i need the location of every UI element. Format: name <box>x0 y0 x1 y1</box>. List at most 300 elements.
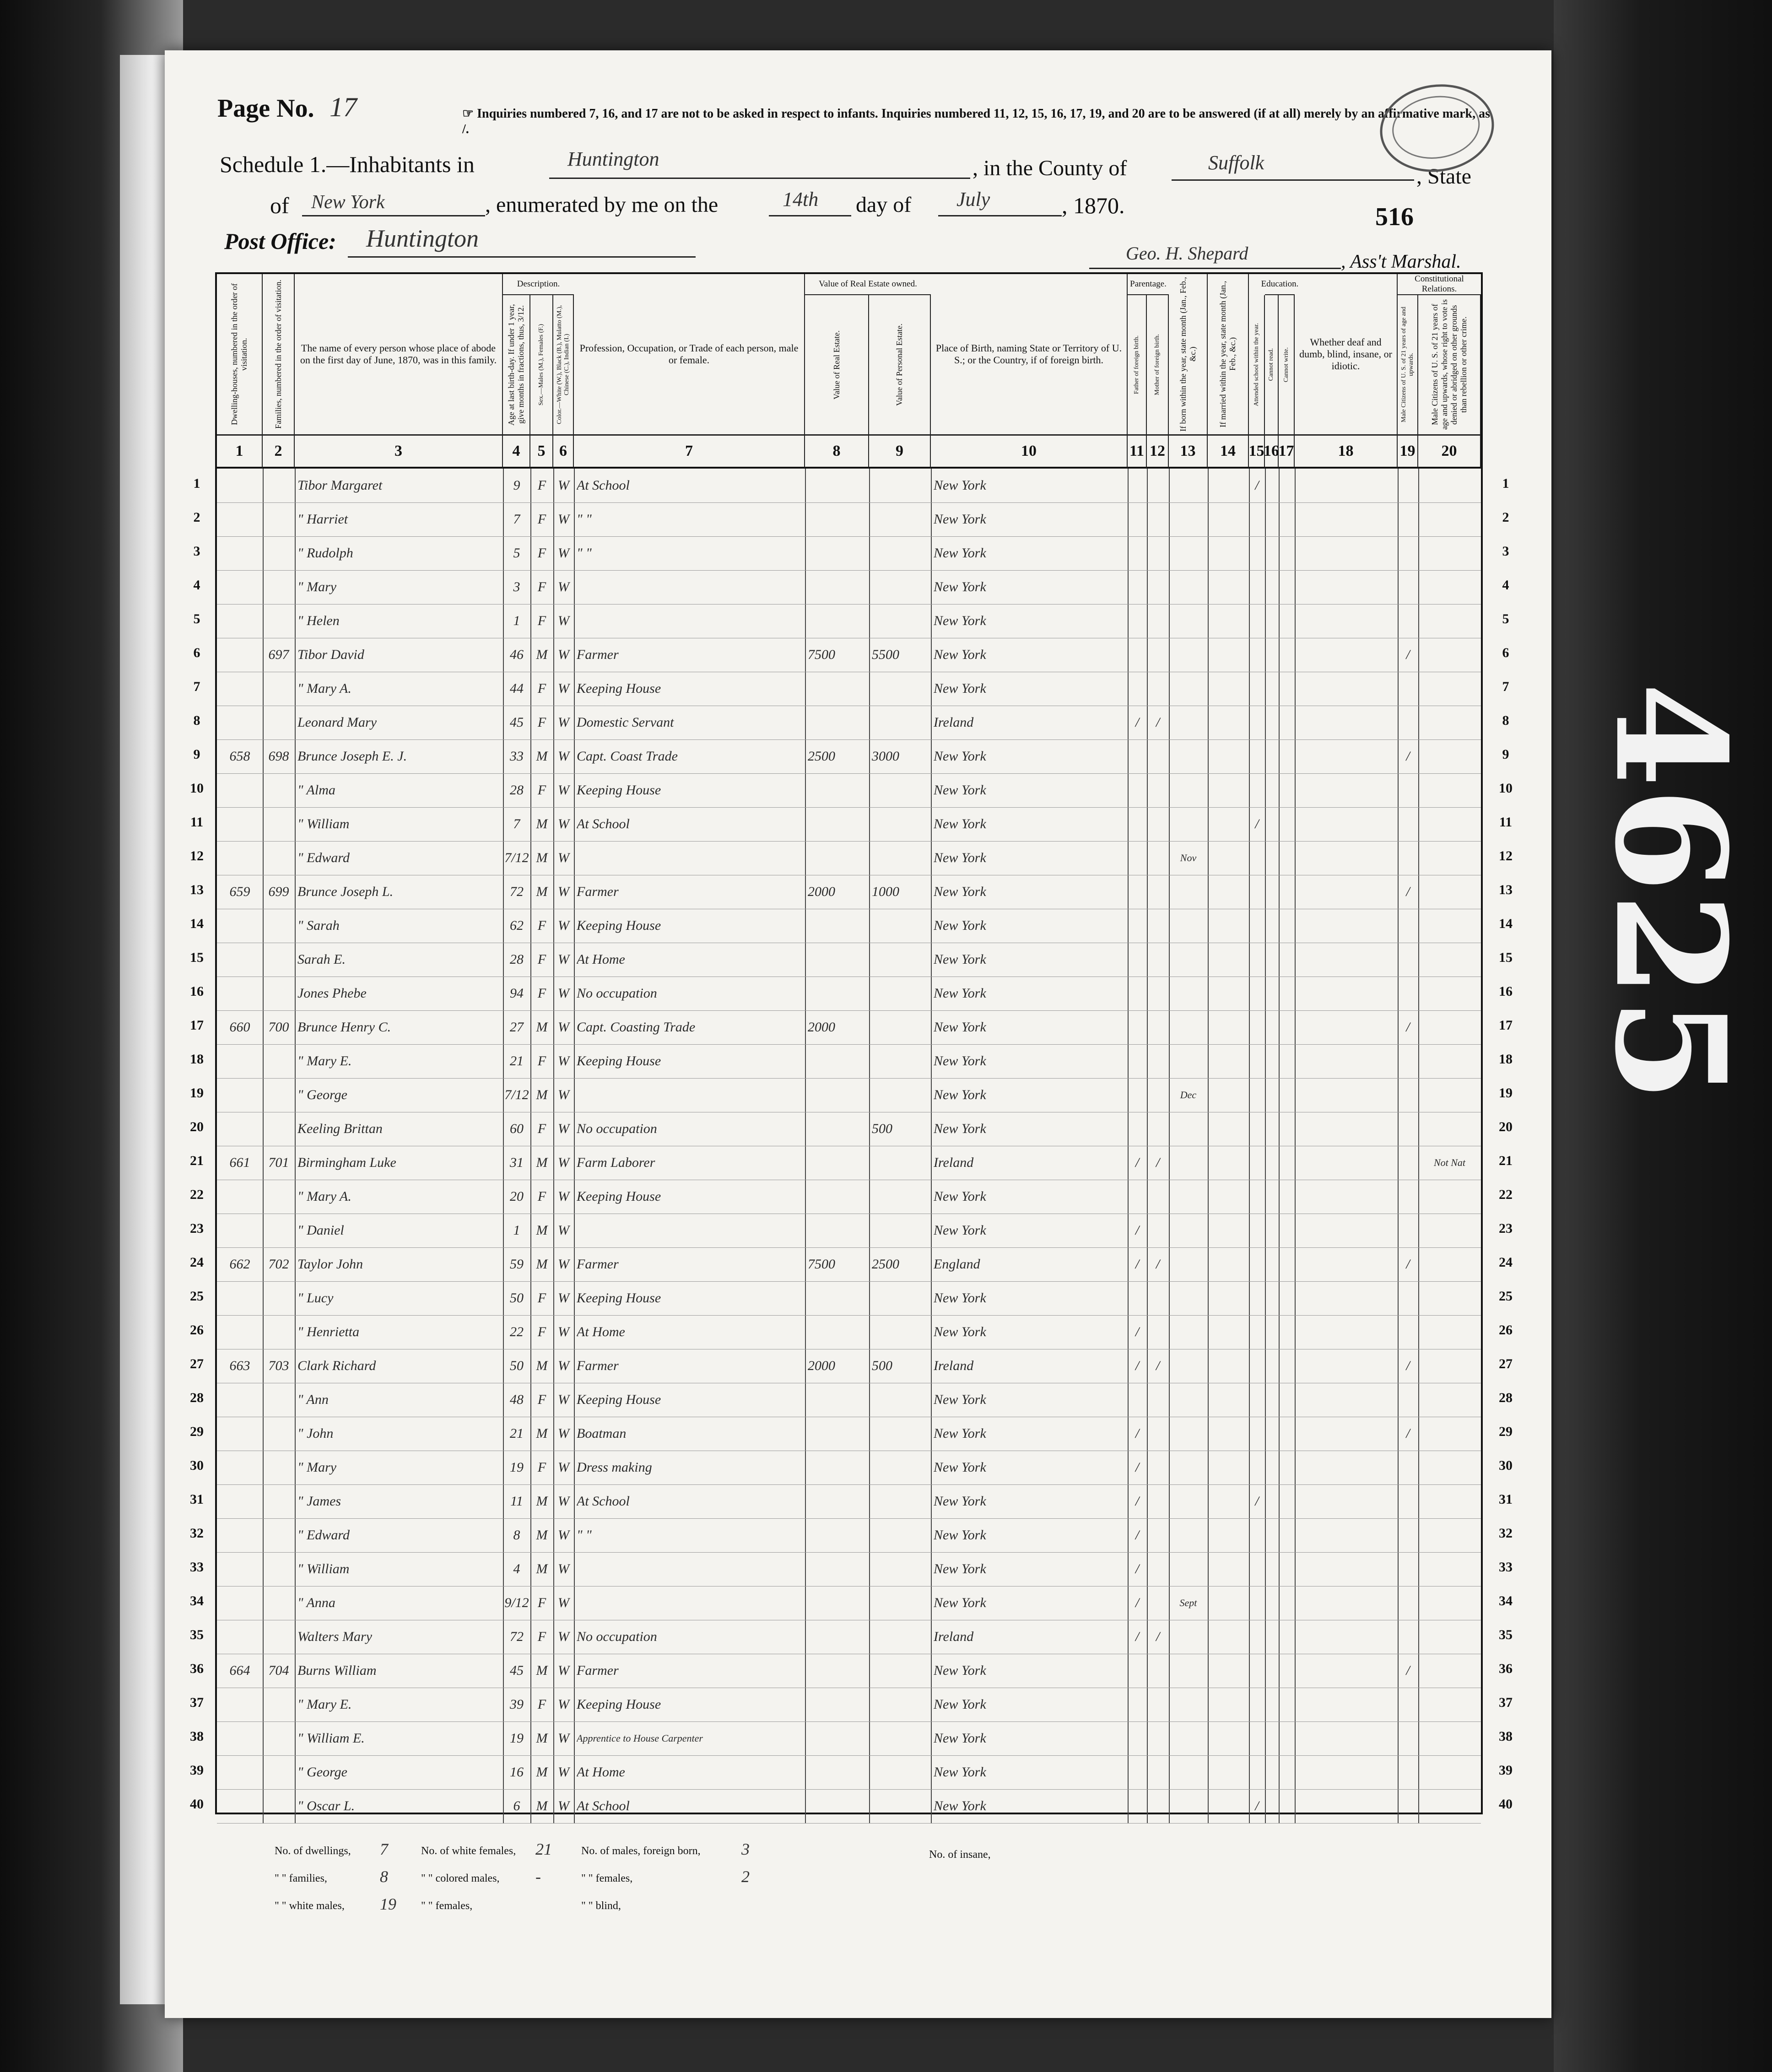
cell-pe <box>872 1721 930 1755</box>
cell-sex: F <box>537 579 546 594</box>
cell-c19 <box>1398 1214 1418 1247</box>
cell-c12 <box>1147 536 1169 570</box>
marshal-label: , Ass't Marshal. <box>1341 251 1461 272</box>
month-value: July <box>956 188 990 210</box>
cell-c13 <box>1169 773 1208 807</box>
cell-c12 <box>1147 977 1169 1010</box>
cell-pe: 3000 <box>872 749 899 764</box>
cell-c19 <box>1398 604 1418 638</box>
cell-c11 <box>1128 1078 1147 1112</box>
cell-birth: New York <box>934 1460 986 1475</box>
cell-color: W <box>558 1392 569 1407</box>
cell-c12: / <box>1156 1629 1160 1644</box>
cell-f <box>263 841 295 875</box>
cell-sex: M <box>536 647 548 662</box>
cell-c20 <box>1418 672 1481 706</box>
cell-c15 <box>1249 1044 1265 1078</box>
cell-color: W <box>558 1223 569 1238</box>
cell-age: 6 <box>513 1798 520 1813</box>
cell-c13 <box>1169 1281 1208 1315</box>
cell-sex: M <box>536 1426 548 1441</box>
cell-age: 8 <box>513 1527 520 1543</box>
cell-pe <box>872 1146 930 1180</box>
column-header-17 <box>1279 295 1295 434</box>
cell-color: W <box>558 1020 569 1035</box>
cell-pe <box>872 841 930 875</box>
column-header-text-19: Male Citizens of U. S. of 21 years of age and upwards. <box>1400 307 1415 423</box>
cell-color: W <box>558 884 569 899</box>
cell-color: W <box>558 850 569 865</box>
county-label: , in the County of <box>972 156 1127 180</box>
cell-occ: Farmer <box>577 1358 619 1373</box>
cell-occ: At School <box>577 1798 630 1813</box>
footer-insane-label: No. of insane, <box>929 1849 991 1861</box>
cell-sex: M <box>536 1663 548 1678</box>
cell-c19: / <box>1406 1257 1410 1272</box>
cell-c13 <box>1169 672 1208 706</box>
row-number-left: 18 <box>190 1052 204 1067</box>
row-number-right: 1 <box>1502 476 1509 491</box>
cell-pe <box>872 1552 930 1586</box>
marshal-name: Geo. H. Shepard <box>1126 243 1248 264</box>
cell-c11 <box>1128 1180 1147 1214</box>
cell-c13: Dec <box>1180 1089 1197 1101</box>
cell-occ <box>577 1078 804 1112</box>
row-number-left: 40 <box>190 1797 204 1812</box>
cell-pe <box>872 1789 930 1823</box>
cell-d <box>217 1214 263 1247</box>
cell-name: " Lucy <box>297 1290 334 1306</box>
cell-name: Tibor Margaret <box>297 478 383 493</box>
column-header-15 <box>1249 295 1265 434</box>
cell-re <box>808 807 868 841</box>
cell-c11 <box>1128 977 1147 1010</box>
cell-color: W <box>558 1358 569 1373</box>
cell-f <box>263 1417 295 1451</box>
row-number-right: 37 <box>1499 1695 1513 1710</box>
cell-age: 45 <box>510 715 524 730</box>
cell-c15 <box>1249 1010 1265 1044</box>
cell-c12 <box>1147 1484 1169 1518</box>
state-value: New York <box>311 192 385 213</box>
cell-age: 16 <box>510 1764 524 1780</box>
cell-c11 <box>1128 536 1147 570</box>
cell-f <box>263 1620 295 1654</box>
row-number-right: 20 <box>1499 1119 1513 1134</box>
cell-c11: / <box>1135 1426 1140 1441</box>
cell-color: W <box>558 1189 569 1204</box>
cell-occ: Keeping House <box>577 918 661 933</box>
cell-re <box>808 1620 868 1654</box>
cell-f <box>263 1688 295 1721</box>
column-number-7: 7 <box>574 434 805 469</box>
cell-birth: Ireland <box>934 1358 974 1373</box>
cell-birth: New York <box>934 1053 986 1068</box>
cell-c19 <box>1398 706 1418 739</box>
cell-c20 <box>1418 977 1481 1010</box>
cell-c13 <box>1169 570 1208 604</box>
row-number-left: 2 <box>193 510 200 525</box>
cell-birth: New York <box>934 1527 986 1543</box>
column-number-2: 2 <box>263 434 295 469</box>
row-number-left: 30 <box>190 1458 204 1473</box>
cell-re <box>808 1044 868 1078</box>
cell-color: W <box>558 1460 569 1475</box>
cell-c12 <box>1147 773 1169 807</box>
cell-name: " Mary <box>297 579 337 594</box>
cell-color: W <box>558 1494 569 1509</box>
cell-c11 <box>1128 1044 1147 1078</box>
column-number-5: 5 <box>530 434 553 469</box>
cell-pe <box>872 1451 930 1484</box>
cell-c19 <box>1398 536 1418 570</box>
footer-colored-males-label: " " colored males, <box>421 1872 500 1884</box>
cell-sex: F <box>537 1290 546 1306</box>
cell-c13 <box>1169 1417 1208 1451</box>
cell-c12: / <box>1156 1257 1160 1272</box>
cell-c20 <box>1418 1078 1481 1112</box>
cell-birth: New York <box>934 1697 986 1712</box>
cell-c15: / <box>1255 816 1259 831</box>
cell-c19 <box>1398 773 1418 807</box>
cell-color: W <box>558 1087 569 1102</box>
cell-d <box>217 1484 263 1518</box>
footer-colored-males: - <box>535 1867 541 1886</box>
cell-c13 <box>1169 1214 1208 1247</box>
column-header-text-15: Attended school within the year. <box>1253 323 1260 406</box>
cell-sex: M <box>536 749 548 764</box>
cell-occ: Keeping House <box>577 1189 661 1204</box>
cell-sex: F <box>537 986 546 1001</box>
cell-age: 72 <box>510 1629 524 1644</box>
row-number-left: 17 <box>190 1018 204 1033</box>
cell-d <box>217 909 263 943</box>
cell-c11 <box>1128 943 1147 977</box>
cell-re <box>808 1451 868 1484</box>
cell-c15 <box>1249 1755 1265 1789</box>
cell-c11 <box>1128 502 1147 536</box>
cell-f <box>263 604 295 638</box>
cell-c13 <box>1169 1383 1208 1417</box>
cell-d: 662 <box>229 1257 250 1272</box>
column-header-9 <box>869 295 931 434</box>
cell-color: W <box>558 1121 569 1136</box>
column-number-14: 14 <box>1208 434 1249 469</box>
cell-c12 <box>1147 469 1169 502</box>
cell-f <box>263 1383 295 1417</box>
cell-c12 <box>1147 1383 1169 1417</box>
cell-pe <box>872 502 930 536</box>
cell-re <box>808 1214 868 1247</box>
cell-occ: Keeping House <box>577 1697 661 1712</box>
cell-sex: F <box>537 1121 546 1136</box>
cell-re <box>808 1078 868 1112</box>
cell-c11: / <box>1135 1527 1140 1543</box>
cell-re <box>808 1146 868 1180</box>
cell-color: W <box>558 749 569 764</box>
cell-pe <box>872 1484 930 1518</box>
cell-re: 7500 <box>808 647 835 662</box>
cell-name: " George <box>297 1764 347 1780</box>
cell-c12 <box>1147 943 1169 977</box>
cell-re <box>808 977 868 1010</box>
cell-c12 <box>1147 1112 1169 1146</box>
cell-color: W <box>558 918 569 933</box>
cell-c19 <box>1398 1789 1418 1823</box>
cell-occ: At School <box>577 816 630 831</box>
month-underline <box>938 215 1062 216</box>
cell-name: Tibor David <box>297 647 364 662</box>
cell-pe: 1000 <box>872 884 899 899</box>
cell-color: W <box>558 952 569 967</box>
county-value: Suffolk <box>1208 151 1264 174</box>
cell-c20 <box>1418 807 1481 841</box>
cell-c12 <box>1147 807 1169 841</box>
county-underline <box>1172 179 1414 181</box>
cell-re: 2000 <box>808 1020 835 1035</box>
cell-occ: At Home <box>577 1764 625 1780</box>
cell-c11: / <box>1135 1155 1140 1170</box>
cell-pe <box>872 943 930 977</box>
cell-age: 7 <box>513 816 520 831</box>
cell-d <box>217 1688 263 1721</box>
cell-sex: M <box>536 1155 548 1170</box>
cell-name: " Mary A. <box>297 1189 351 1204</box>
cell-occ: No occupation <box>577 1629 657 1644</box>
cell-c13 <box>1169 1654 1208 1688</box>
cell-birth: New York <box>934 1764 986 1780</box>
cell-pe <box>872 570 930 604</box>
column-header-14 <box>1208 274 1249 434</box>
cell-c15 <box>1249 909 1265 943</box>
cell-occ: " " <box>577 1527 592 1543</box>
cell-c15 <box>1249 1214 1265 1247</box>
cell-c13 <box>1169 1451 1208 1484</box>
cell-birth: New York <box>934 681 986 696</box>
column-header-text-16: Cannot read. <box>1268 348 1275 381</box>
cell-f <box>263 773 295 807</box>
cell-c11: / <box>1135 715 1140 730</box>
cell-c12 <box>1147 1180 1169 1214</box>
row-number-right: 30 <box>1499 1458 1513 1473</box>
row-number-left: 5 <box>193 611 200 626</box>
cell-c20 <box>1418 1518 1481 1552</box>
cell-age: 48 <box>510 1392 524 1407</box>
enumerated-label: , enumerated by me on the <box>485 193 719 217</box>
row-number-left: 34 <box>190 1593 204 1608</box>
cell-d <box>217 469 263 502</box>
cell-color: W <box>558 782 569 798</box>
cell-age: 28 <box>510 952 524 967</box>
row-number-left: 13 <box>190 882 204 897</box>
row-number-right: 27 <box>1499 1356 1513 1371</box>
column-header-text-10: Place of Birth, naming State or Territory of U. S.; or the Country, if of foreign birth. <box>935 342 1122 366</box>
column-header-16 <box>1265 295 1279 434</box>
cell-color: W <box>558 512 569 527</box>
cell-name: " Rudolph <box>297 545 353 561</box>
cell-c11: / <box>1135 1324 1140 1339</box>
cell-sex: F <box>537 512 546 527</box>
cell-f <box>263 1180 295 1214</box>
cell-c15 <box>1249 672 1265 706</box>
column-header-7 <box>574 274 805 434</box>
cell-birth: New York <box>934 1595 986 1610</box>
cell-c11: / <box>1135 1460 1140 1475</box>
cell-d <box>217 1552 263 1586</box>
column-number-12: 12 <box>1147 434 1169 469</box>
cell-re <box>808 1484 868 1518</box>
cell-birth: Ireland <box>934 1629 974 1644</box>
cell-birth: New York <box>934 952 986 967</box>
row-number-right: 25 <box>1499 1289 1513 1304</box>
cell-c19 <box>1398 1383 1418 1417</box>
cell-re <box>808 1417 868 1451</box>
column-header-20 <box>1418 295 1481 434</box>
cell-c15 <box>1249 1281 1265 1315</box>
cell-pe <box>872 1010 930 1044</box>
column-number-10: 10 <box>931 434 1128 469</box>
cell-c13 <box>1169 638 1208 672</box>
row-number-right: 9 <box>1502 747 1509 762</box>
cell-color: W <box>558 1053 569 1068</box>
cell-c15 <box>1249 1552 1265 1586</box>
day-value: 14th <box>783 188 819 210</box>
cell-c20 <box>1418 1315 1481 1349</box>
cell-f: 698 <box>268 749 289 764</box>
cell-sex: F <box>537 918 546 933</box>
row-number-right: 3 <box>1502 544 1509 559</box>
day-underline <box>769 215 851 216</box>
cell-age: 31 <box>510 1155 524 1170</box>
cell-name: Walters Mary <box>297 1629 373 1644</box>
column-header-19 <box>1398 295 1418 434</box>
cell-birth: New York <box>934 478 986 493</box>
row-number-right: 26 <box>1499 1322 1513 1338</box>
cell-name: " Henrietta <box>297 1324 360 1339</box>
cell-c15 <box>1249 1586 1265 1620</box>
cell-c13 <box>1169 943 1208 977</box>
cell-f: 704 <box>268 1663 289 1678</box>
cell-c13 <box>1169 604 1208 638</box>
column-header-10 <box>931 274 1128 434</box>
row-number-left: 39 <box>190 1763 204 1778</box>
cell-c20 <box>1418 1654 1481 1688</box>
column-header-8 <box>805 295 869 434</box>
cell-d: 664 <box>229 1663 250 1678</box>
cell-d <box>217 502 263 536</box>
cell-c15 <box>1249 1721 1265 1755</box>
column-header-text-9: Value of Personal Estate. <box>895 324 904 406</box>
cell-re <box>808 909 868 943</box>
post-office-label: Post Office: <box>224 228 336 254</box>
cell-c15 <box>1249 1688 1265 1721</box>
cell-birth: New York <box>934 1223 986 1238</box>
cell-re <box>808 1688 868 1721</box>
cell-c20 <box>1418 1688 1481 1721</box>
page-number: 516 <box>1375 203 1414 231</box>
column-header-text-13: If born within the year, state month (Jan., Feb., &c.) <box>1178 277 1197 432</box>
cell-occ: " " <box>577 545 592 561</box>
cell-c19 <box>1398 1484 1418 1518</box>
cell-c13 <box>1169 1112 1208 1146</box>
footer-white-females-label: No. of white females, <box>421 1845 516 1857</box>
row-number-left: 32 <box>190 1526 204 1541</box>
cell-c11 <box>1128 1010 1147 1044</box>
row-number-right: 2 <box>1502 510 1509 525</box>
cell-f: 702 <box>268 1257 289 1272</box>
cell-occ: Keeping House <box>577 782 661 798</box>
cell-c19 <box>1398 841 1418 875</box>
cell-re <box>808 773 868 807</box>
cell-color: W <box>558 1697 569 1712</box>
cell-color: W <box>558 647 569 662</box>
cell-pe <box>872 1688 930 1721</box>
cell-c19: / <box>1406 1663 1410 1678</box>
cell-c13 <box>1169 1789 1208 1823</box>
cell-birth: New York <box>934 647 986 662</box>
column-header-text-14: If married within the year, state month (Jan., Feb., &c.) <box>1218 281 1237 428</box>
cell-c12 <box>1147 672 1169 706</box>
cell-f: 703 <box>268 1358 289 1373</box>
cell-name: " Mary E. <box>297 1053 352 1068</box>
row-number-right: 13 <box>1499 882 1513 897</box>
cell-c19: / <box>1406 647 1410 662</box>
cell-color: W <box>558 1561 569 1576</box>
cell-c11 <box>1128 638 1147 672</box>
cell-pe: 2500 <box>872 1257 899 1272</box>
cell-c13 <box>1169 1044 1208 1078</box>
row-number-left: 35 <box>190 1627 204 1642</box>
cell-c13 <box>1169 739 1208 773</box>
cell-pe: 500 <box>872 1358 892 1373</box>
cell-age: 9 <box>513 478 520 493</box>
cell-c19: / <box>1406 1426 1410 1441</box>
cell-re <box>808 672 868 706</box>
footer-dwellings-label: No. of dwellings, <box>275 1845 351 1857</box>
cell-c15 <box>1249 1451 1265 1484</box>
cell-f: 697 <box>268 647 289 662</box>
cell-c13 <box>1169 469 1208 502</box>
cell-sex: M <box>536 1494 548 1509</box>
cell-occ: At Home <box>577 1324 625 1339</box>
row-number-left: 14 <box>190 916 204 931</box>
row-number-right: 8 <box>1502 713 1509 728</box>
cell-f <box>263 502 295 536</box>
cell-c12 <box>1147 1586 1169 1620</box>
cell-f <box>263 1214 295 1247</box>
cell-c12 <box>1147 502 1169 536</box>
cell-c20 <box>1418 502 1481 536</box>
cell-c12 <box>1147 1417 1169 1451</box>
column-header-4 <box>503 295 530 434</box>
column-header-text-4: Age at last birth-day. If under 1 year, give months in fractions, thus, 3/12. <box>507 304 525 426</box>
cell-f <box>263 672 295 706</box>
column-header-text-18: Whether deaf and dumb, blind, insane, or idiotic. <box>1299 336 1392 372</box>
column-header-text-3: The name of every person whose place of abode on the first day of June, 1870, was in this family. <box>300 342 497 366</box>
cell-sex: F <box>537 1460 546 1475</box>
cell-c20 <box>1418 469 1481 502</box>
cell-name: " William <box>297 1561 350 1576</box>
cell-c19: / <box>1406 1358 1410 1373</box>
cell-occ: No occupation <box>577 1121 657 1136</box>
cell-re <box>808 536 868 570</box>
cell-pe <box>872 807 930 841</box>
cell-birth: New York <box>934 884 986 899</box>
cell-color: W <box>558 715 569 730</box>
cell-name: " Mary A. <box>297 681 351 696</box>
row-number-right: 35 <box>1499 1627 1513 1642</box>
cell-c13 <box>1169 1146 1208 1180</box>
